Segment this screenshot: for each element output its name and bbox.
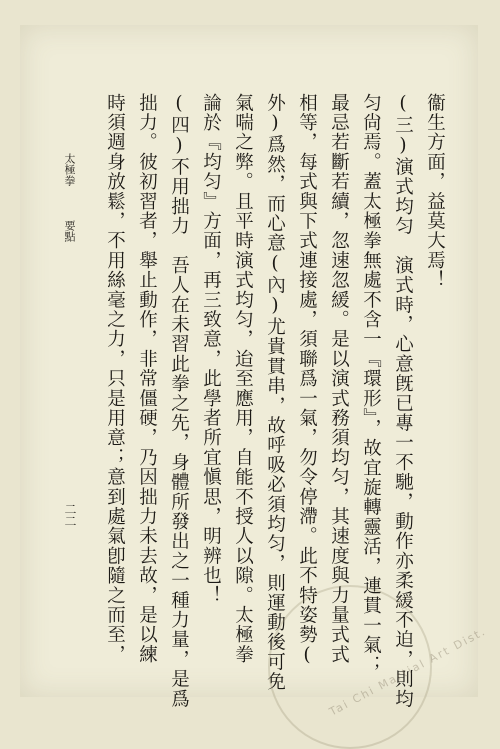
text-column-10: 拙力。彼初習者，舉止動作，非常僵硬，乃因拙力未去故，是以練 [136,93,158,665]
running-header [64,153,75,242]
page-number: 二二 [63,503,77,527]
text-column-9: (四)不用拙力 吾人在未習此拳之先，身體所發出之一種力量，是爲 [168,93,190,709]
text-column-2: (三)演式均匀 演式時，心意旣已專一不馳，動作亦柔緩不迫，則均 [392,93,414,709]
book-page [20,25,489,719]
running-header-section: 要點 [63,220,76,242]
text-column-5: 相等，每式與下式連接處，須聯爲一氣，勿令停滯。此不特姿勢( [296,93,318,667]
text-column-6: 外)爲然，而心意(內)尤貴貫串，故呼吸必須均匀，則運動後可免 [264,93,286,692]
text-column-8: 論於『均匀』方面，再三致意，此學者所宜愼思，明辨也！ [200,93,222,606]
text-column-1: 衞生方面，益莫大焉！ [424,93,446,290]
text-column-3: 匀尙焉。蓋太極拳無處不含一『環形』，故宜旋轉靈活，連貫一氣； [360,93,382,675]
watermark-text: Tai Chi Martial Art Dist. [327,624,489,719]
text-column-4: 最忌若斷若續，忽速忽緩。是以演式務須均匀，其速度與力量式式 [328,93,350,665]
text-column-7: 氣喘之弊。且平時演式均匀，迨至應用，自能不授人以隙。太極拳 [232,93,254,665]
running-header-title: 太極拳 [63,153,76,186]
text-column-11: 時須週身放鬆，不用絲毫之力，只是用意；意到處氣卽隨之而至， [104,93,126,665]
